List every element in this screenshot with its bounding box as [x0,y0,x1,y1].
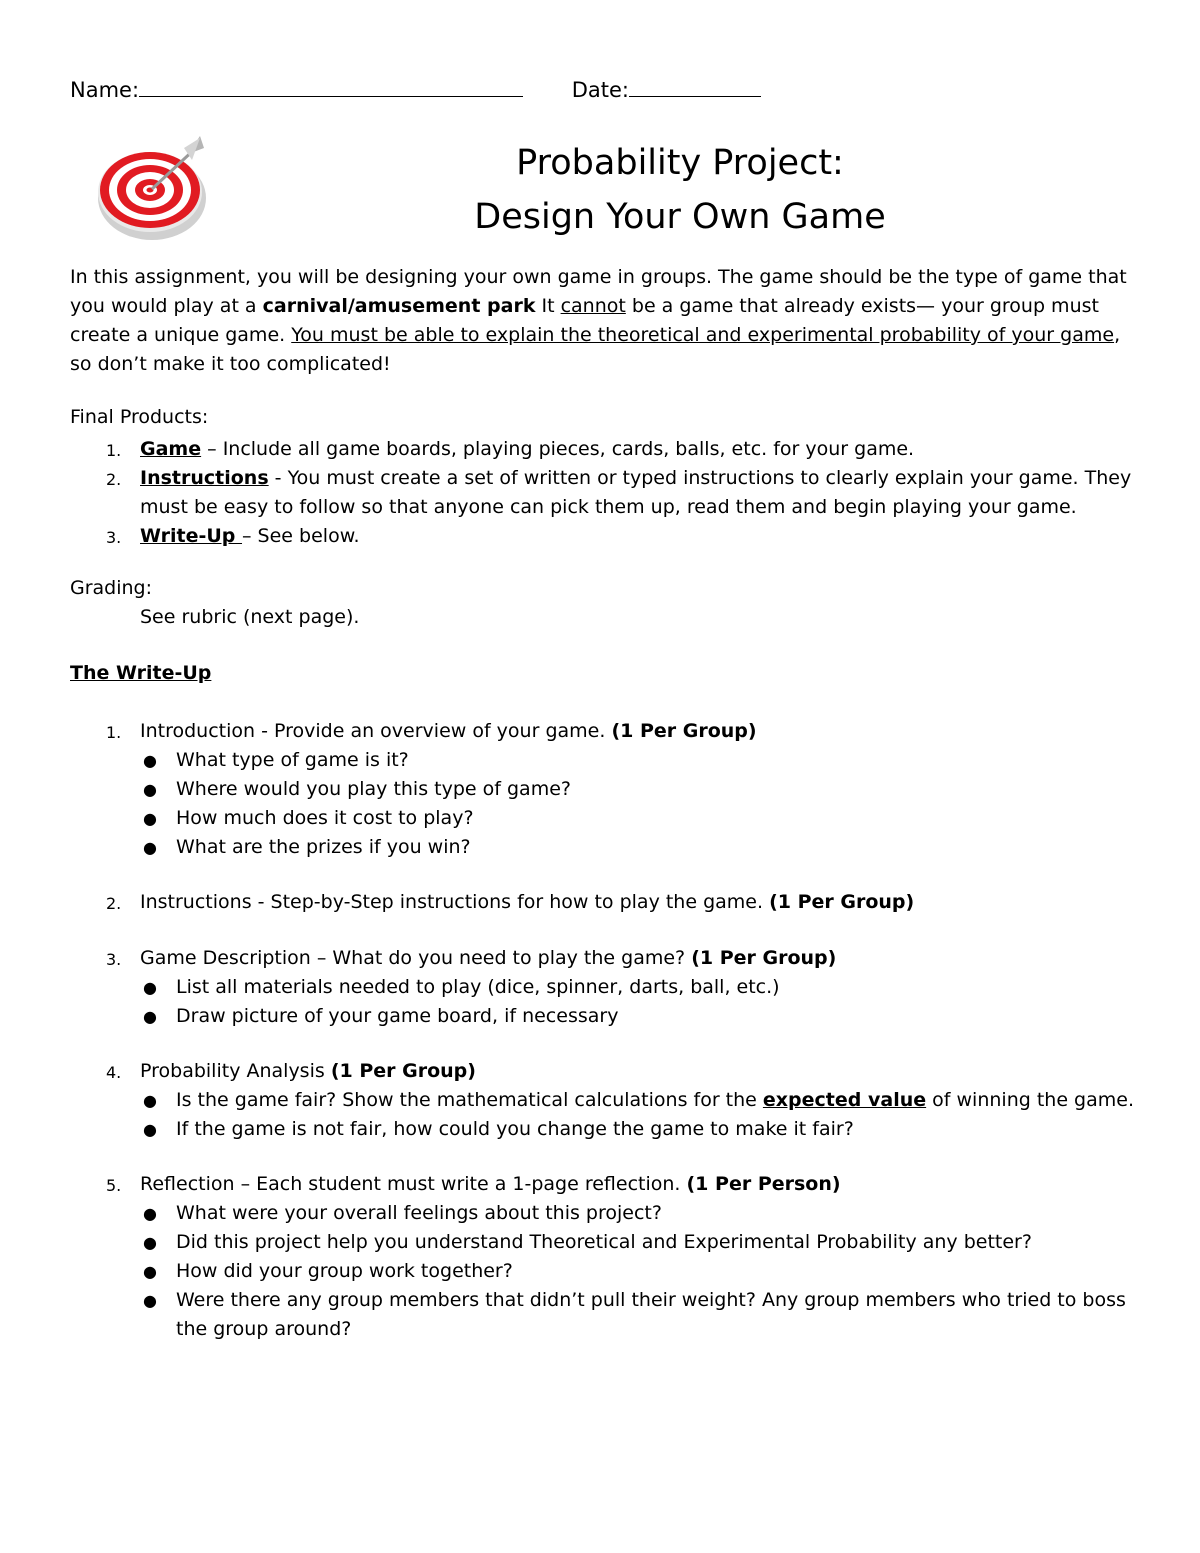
item-title: Game [140,438,202,460]
bullet-item [70,1086,1135,1115]
bullet-text: of winning the game. [926,1089,1135,1111]
list-number: 3. [106,950,122,969]
list-item [70,944,1135,973]
bullet-item [70,1002,1135,1031]
bullet-item [70,746,1135,775]
item-text: – See below. [242,525,360,547]
bullet-text: How much does it cost to play? [176,807,474,829]
date-field[interactable] [629,74,761,97]
section-text: Introduction - Provide an overview of your game. [140,720,612,742]
bullet-item [70,1115,1135,1144]
section-text: Game Description – What do you need to play the game? [140,947,692,969]
writeup-section-5 [70,1170,1135,1344]
grading-label: Grading: [70,577,153,599]
final-products-list [70,435,1135,551]
item-title: Instructions [140,467,269,489]
intro-text-3: be a game that already exists— your group must create a unique game. [70,295,1099,346]
bullet-icon: ● [143,978,157,997]
writeup-section-2 [70,888,1135,917]
name-label: Name: [70,78,140,102]
section-text: Reflection – Each student must write a 1-page reflection. [140,1173,687,1195]
writeup-heading: The Write-Up [70,662,212,684]
target-icon [96,134,216,251]
list-item [70,464,1135,522]
bullet-text: Where would you play this type of game? [176,778,571,800]
bullet-text: How did your group work together? [176,1260,513,1282]
list-number: 2. [106,470,122,489]
list-number: 1. [106,441,122,460]
bullet-item [70,1199,1135,1228]
bullet-icon: ● [143,751,157,770]
bullet-text: What type of game is it? [176,749,409,771]
writeup-section-1 [70,717,1135,862]
intro-paragraph [70,263,1130,379]
bullet-text: If the game is not fair, how could you change the game to make it fair? [176,1118,854,1140]
item-text: – Include all game boards, playing pieces, cards, balls, etc. for your game. [201,438,915,460]
bullet-text: Draw picture of your game board, if necessary [176,1005,619,1027]
page-title [380,136,980,244]
bullet-item [70,833,1135,862]
bullet-item [70,775,1135,804]
intro-text-2: It [535,295,561,317]
list-number: 1. [106,723,122,742]
bullet-text: What are the prizes if you win? [176,836,471,858]
bullet-icon: ● [143,780,157,799]
item-title: Write-Up [140,525,243,547]
section-tag: (1 Per Group) [611,720,757,742]
list-number: 4. [106,1063,122,1082]
writeup-section-4 [70,1057,1135,1144]
section-tag: (1 Per Group) [691,947,837,969]
list-item [70,522,1135,551]
intro-underline-cannot: cannot [560,295,626,317]
bullet-item [70,804,1135,833]
section-tag: (1 Per Group) [769,891,915,913]
intro-underline-explain: You must be able to explain the theoretical and experimental probability of your game [291,324,1115,346]
bullet-icon: ● [143,1091,157,1110]
list-item [70,888,1135,917]
final-products-label: Final Products: [70,406,209,428]
bullet-icon: ● [143,809,157,828]
bullet-text: What were your overall feelings about this project? [176,1202,662,1224]
list-item [70,1170,1135,1199]
bullet-text: List all materials needed to play (dice, spinner, darts, ball, etc.) [176,976,780,998]
intro-bold-carnival: carnival/amusement park [262,295,536,317]
bullet-item [70,1228,1135,1257]
grading-text: See rubric (next page). [140,606,360,628]
intro-text-1: In this assignment, you will be designing your own game in groups. The game should be the type of game that you would play at a [70,266,1127,317]
bullet-icon: ● [143,838,157,857]
intro-text-4: , so don’t make it too complicated! [70,324,1121,375]
bullet-icon: ● [143,1262,157,1281]
bullet-icon: ● [143,1204,157,1223]
title-line-2: Design Your Own Game [474,197,886,237]
list-item [70,717,1135,746]
bullet-text: Were there any group members that didn’t pull their weight? Any group members who tried to boss the group around? [176,1289,1126,1340]
list-item [70,1057,1135,1086]
list-number: 5. [106,1176,122,1195]
bullet-item [70,1286,1135,1344]
expected-value-emphasis: expected value [762,1089,927,1111]
bullet-item [70,1257,1135,1286]
title-line-1: Probability Project: [516,143,844,183]
section-tag: (1 Per Group) [330,1060,476,1082]
bullet-text: Did this project help you understand Theoretical and Experimental Probability any better? [176,1231,1032,1253]
item-text: - You must create a set of written or typed instructions to clearly explain your game. They must be easy to follow so that anyone can pick them up, read them and begin playing your game. [140,467,1132,518]
bullet-text: Is the game fair? Show the mathematical calculations for the [176,1089,763,1111]
section-tag: (1 Per Person) [686,1173,841,1195]
bullet-icon: ● [143,1233,157,1252]
list-number: 3. [106,528,122,547]
bullet-icon: ● [143,1007,157,1026]
bullet-item [70,973,1135,1002]
list-number: 2. [106,894,122,913]
name-date-line [70,74,761,102]
list-item [70,435,1135,464]
section-text: Instructions - Step-by-Step instructions for how to play the game. [140,891,770,913]
bullet-icon: ● [143,1120,157,1139]
section-text: Probability Analysis [140,1060,331,1082]
date-label: Date: [571,78,629,102]
bullet-icon: ● [143,1291,157,1310]
name-field[interactable] [139,74,523,97]
writeup-section-3 [70,944,1135,1031]
